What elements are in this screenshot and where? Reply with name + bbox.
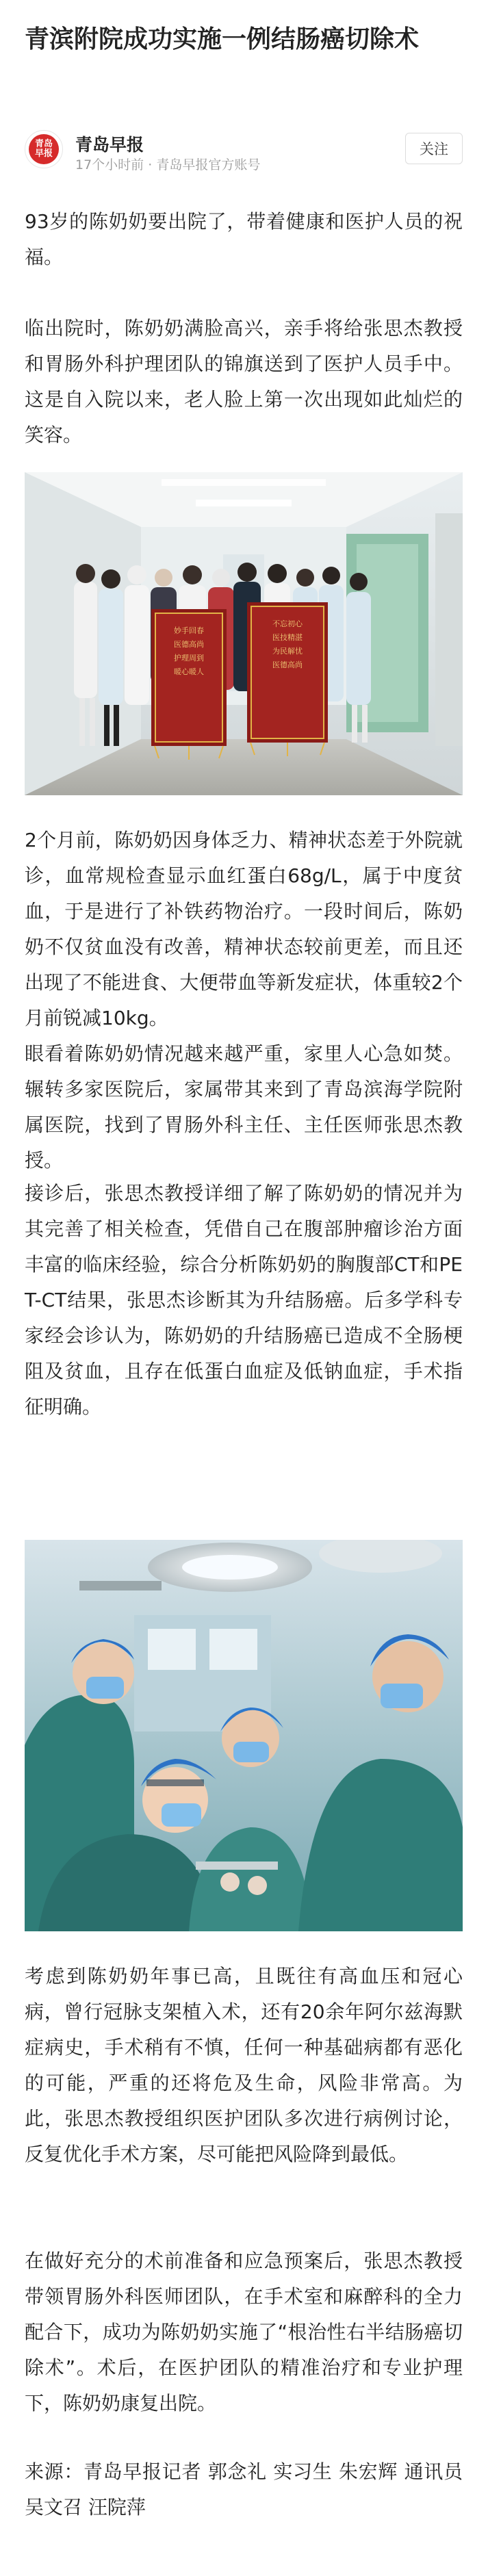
follow-button[interactable]: 关注 — [405, 133, 463, 164]
svg-text:医德高尚: 医德高尚 — [272, 660, 303, 669]
author-row — [25, 127, 463, 177]
author-meta — [75, 155, 260, 173]
avatar[interactable] — [25, 130, 63, 168]
paragraph-3: 2个月前，陈奶奶因身体乏力、精神状态差于外院就诊，血常规检查显示血红蛋白68g/L，属于中度贫血，于是进行了补铁药物治疗。一段时间后，陈奶奶不仅贫血没有改善，精神状态较前更差，而且还出现了不能进食、大便带血等新发症状，体重较2个月前锐减10kg。 — [25, 829, 463, 1029]
paragraph-4: 眼看着陈奶奶情况越来越严重，家里人心急如焚。辗转多家医院后，家属带其来到了青岛滨海学院附属医院，找到了胃肠外科主任、主任医师张思杰教授。 — [25, 1042, 463, 1172]
svg-text:护理周到: 护理周到 — [174, 654, 204, 662]
surgery-image — [25, 1540, 463, 1931]
banner-left — [151, 609, 227, 760]
paragraph-7: 在做好充分的术前准备和应急预案后，张思杰教授带领胃肠外科医师团队，在手术室和麻醉科的全力配合下，成功为陈奶奶实施了“根治性右半结肠癌切除术”。术后，在医护团队的精准治疗和专业护理下，陈奶奶康复出院。 — [25, 2250, 463, 2414]
banner-right — [247, 602, 328, 756]
svg-text:为民解忧: 为民解忧 — [272, 647, 303, 656]
article-title: 青滨附院成功实施一例结肠癌切除术 — [25, 25, 420, 53]
photo-surgery — [25, 1540, 463, 1931]
paragraph-1: 93岁的陈奶奶要出院了，带着健康和医护人员的祝福。 — [25, 210, 463, 268]
source-credit: 来源：青岛早报记者 郭念礼 实习生 朱宏辉 通讯员 吴文召 汪院萍 — [25, 2460, 463, 2519]
svg-text:不忘初心: 不忘初心 — [272, 619, 303, 628]
svg-text:暖心暖人: 暖心暖人 — [174, 667, 204, 676]
photo-banner-presentation — [25, 472, 463, 795]
paragraph-6: 考虑到陈奶奶年事已高，且既往有高血压和冠心病，曾行冠脉支架植入术，还有20余年阿尔兹海默症病史，手术稍有不慎，任何一种基础病都有恶化的可能，严重的还将危及生命，风险非常高。为此，张思杰教授组织医护团队多次进行病例讨论，反复优化手术方案，尽可能把风险降到最低。 — [25, 1965, 463, 2165]
svg-text:医德高尚: 医德高尚 — [174, 640, 204, 649]
account-type: 青岛早报官方账号 — [156, 157, 261, 172]
svg-text:妙手回春: 妙手回春 — [174, 626, 204, 635]
svg-text:医技精湛: 医技精湛 — [272, 633, 303, 642]
publish-time: 17个小时前 — [75, 157, 144, 172]
qingdao-morning-post-logo — [29, 134, 59, 164]
author-name[interactable]: 青岛早报 — [75, 135, 144, 155]
paragraph-2: 临出院时，陈奶奶满脸高兴，亲手将给张思杰教授和胃肠外科护理团队的锦旗送到了医护人员手中。这是自入院以来，老人脸上第一次出现如此灿烂的笑容。 — [25, 317, 463, 446]
banner-presentation-image — [25, 472, 463, 795]
paragraph-5: 接诊后，张思杰教授详细了解了陈奶奶的情况并为其完善了相关检查，凭借自己在腹部肿瘤诊治方面丰富的临床经验，综合分析陈奶奶的胸腹部CT和PET-CT结果，张思杰诊断其为升结肠癌。后多学科专家经会诊认为，陈奶奶的升结肠癌已造成不全肠梗阻及贫血，且存在低蛋白血症及低钠血症，手术指征明确。 — [25, 1182, 463, 1418]
avatar-logo-text: 青岛早报 — [34, 139, 53, 159]
meta-separator: · — [144, 157, 157, 172]
